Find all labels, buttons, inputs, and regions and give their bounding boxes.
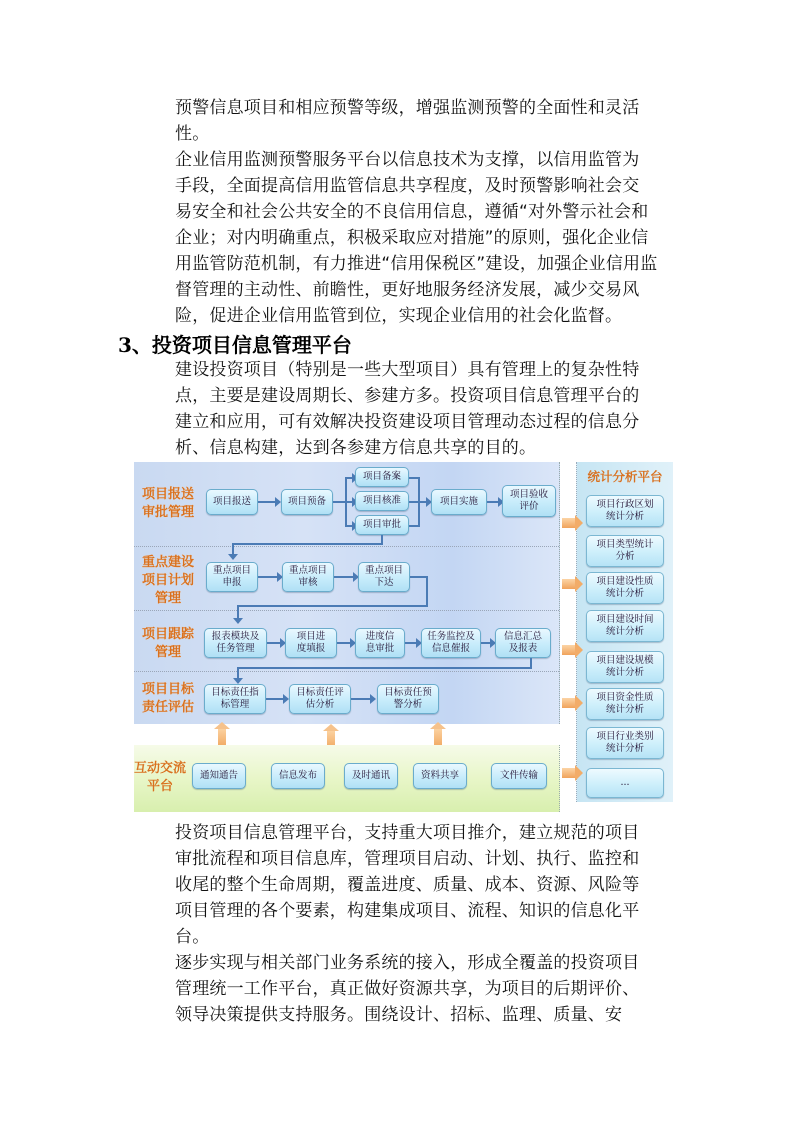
text-line: 建设投资项目（特别是一些大型项目）具有管理上的复杂性特 [175, 360, 640, 380]
text-line: 性。 [175, 124, 210, 144]
section-heading: 3、投资项目信息管理平台 [118, 333, 352, 357]
flow-arrow [345, 477, 353, 479]
flow-arrow [345, 525, 353, 527]
right-arrow-icon [562, 579, 576, 589]
flow-line [237, 667, 532, 669]
box-instant-message: 及时通讯 [344, 763, 398, 789]
text-line: 督管理的主动性、前瞻性，更好地服务经济发展，减少交易风 [175, 280, 640, 300]
paragraph-system-integration [175, 950, 675, 1028]
box-project-review: 项目审批 [355, 515, 409, 535]
platform-architecture-diagram [134, 462, 672, 812]
paragraph-section-intro [175, 357, 675, 461]
flow-arrow [481, 642, 491, 644]
stat-item-funding-nature: 项目资金性质 统计分析 [586, 688, 664, 720]
label-line: 互动交流 [134, 761, 187, 776]
lane-label-line: 项目报送 [141, 487, 194, 502]
flow-line [426, 576, 428, 606]
lane-label-line: 审批管理 [141, 505, 194, 520]
flow-arrow [266, 698, 284, 700]
lane-divider [134, 610, 559, 611]
box-progress-fill: 项目进 度填报 [285, 628, 337, 658]
flow-arrow [405, 642, 417, 644]
text-line: 用监管防范机制，有力推进“信用保税区”建设，加强企业信用监 [175, 254, 658, 274]
box-project-submit: 项目报送 [206, 489, 258, 515]
stat-item-construction-nature: 项目建设性质 统计分析 [586, 572, 664, 604]
text-line: 投资项目信息管理平台，支持重大项目推介，建立规范的项目 [175, 823, 640, 843]
box-task-monitor: 任务监控及 信息催报 [421, 628, 481, 658]
lane-label-approval [134, 486, 202, 522]
flow-arrow [267, 642, 281, 644]
text-line: 审批流程和项目信息库，管理项目启动、计划、执行、监控和 [175, 849, 640, 869]
right-arrow-icon [562, 518, 576, 528]
box-target-indicator: 目标责任指 标管理 [204, 684, 266, 714]
flow-arrow-tip [233, 618, 243, 624]
text-line: 险，促进企业信用监管到位，实现企业信用的社会化监督。 [175, 306, 623, 326]
box-key-project-apply: 重点项目 申报 [206, 562, 258, 592]
flow-arrow [351, 698, 371, 700]
flow-arrow [334, 576, 354, 578]
box-key-project-review: 重点项目 审核 [282, 562, 334, 592]
text-line: 手段，全面提高信用监管信息共享程度，及时预警影响社会交 [175, 176, 640, 196]
box-info-summary: 信息汇总 及报表 [495, 628, 551, 658]
text-line: 项目管理的各个要素，构建集成项目、流程、知识的信息化平 [175, 901, 640, 921]
box-project-filing: 项目备案 [355, 467, 409, 487]
box-file-transfer: 文件传输 [491, 763, 547, 789]
flow-arrow [337, 642, 351, 644]
lane-divider [134, 671, 559, 672]
lane-label-line: 管理 [154, 591, 181, 606]
text-line: 预警信息项目和相应预警等级，增强监测预警的全面性和灵活 [175, 98, 640, 118]
box-project-implement: 项目实施 [431, 489, 487, 515]
box-report-task-mgmt: 报表模块及 任务管理 [204, 628, 267, 658]
box-project-approval: 项目核准 [355, 491, 409, 511]
text-line: 析、信息构建，达到各参建方信息共享的目的。 [175, 438, 537, 458]
flow-arrow [487, 501, 499, 503]
flow-arrow [258, 501, 276, 503]
stat-item-industry-category: 项目行业类别 统计分析 [586, 727, 664, 759]
flow-arrow [409, 501, 427, 503]
box-project-acceptance: 项目验收 评价 [502, 485, 556, 517]
text-line: 台。 [175, 927, 210, 947]
lane-label-line: 项目跟踪 [141, 627, 194, 642]
paragraph-platform-features [175, 820, 675, 950]
flow-line [333, 501, 345, 503]
lane-label-tracking [134, 626, 202, 662]
label-line: 平台 [146, 779, 173, 794]
box-project-prepare: 项目预备 [281, 489, 333, 515]
box-info-publish: 信息发布 [271, 763, 325, 789]
text-line: 逐步实现与相关部门业务系统的接入，形成全覆盖的投资项目 [175, 953, 640, 973]
flow-line [237, 605, 239, 619]
stat-item-construction-time: 项目建设时间 统计分析 [586, 610, 664, 642]
lane-label-key-projects [134, 554, 202, 608]
stat-item-project-type: 项目类型统计 分析 [586, 535, 664, 567]
flow-line [237, 605, 428, 607]
text-line: 领导决策提供支持服务。围绕设计、招标、监理、质量、安 [175, 1005, 623, 1025]
paragraph-credit-platform [175, 147, 675, 329]
box-progress-approval: 进度信 息审批 [355, 628, 405, 658]
stat-item-admin-region: 项目行政区划 统计分析 [586, 495, 664, 527]
box-notice: 通知通告 [192, 763, 246, 789]
box-key-project-issue: 重点项目 下达 [358, 562, 410, 592]
lane-label-line: 项目计划 [141, 573, 194, 588]
text-line: 易安全和社会公共安全的不良信用信息，遵循“对外警示社会和 [175, 202, 649, 222]
lane-label-line: 重点建设 [141, 555, 194, 570]
lane-label-line: 管理 [154, 645, 181, 660]
lane-divider [134, 546, 559, 547]
box-target-warning: 目标责任预 警分析 [377, 684, 439, 714]
lane-label-target-evaluation [134, 681, 202, 717]
text-line: 建立和应用，可有效解决投资建设项目管理动态过程的信息分 [175, 412, 640, 432]
text-line: 收尾的整个生命周期，覆盖进度、质量、成本、资源、风险等 [175, 875, 640, 895]
stat-item-more: ... [586, 768, 664, 798]
statistics-title: 统计分析平台 [587, 469, 663, 484]
flow-line [232, 543, 383, 545]
interaction-platform-label [134, 760, 186, 796]
right-arrow-icon [562, 645, 576, 655]
paragraph-monitoring-continued [175, 95, 675, 147]
right-arrow-icon [562, 698, 576, 708]
box-resource-share: 资料共享 [413, 763, 467, 789]
text-line: 点，主要是建设周期长、参建方多。投资项目信息管理平台的 [175, 386, 640, 406]
lane-label-line: 项目目标 [141, 682, 194, 697]
right-arrow-icon [562, 768, 576, 778]
text-line: 企业；对内明确重点，积极采取应对措施”的原则，强化企业信 [175, 228, 649, 248]
stat-item-construction-scale: 项目建设规模 统计分析 [586, 651, 664, 683]
text-line: 管理统一工作平台，真正做好资源共享，为项目的后期评价、 [175, 979, 640, 999]
text-line: 企业信用监测预警服务平台以信息技术为支撑，以信用监管为 [175, 150, 640, 170]
flow-arrow [345, 501, 353, 503]
box-target-evaluation: 目标责任评 估分析 [289, 684, 351, 714]
flow-arrow-tip [228, 554, 238, 560]
flow-arrow [258, 576, 278, 578]
lane-label-line: 责任评估 [141, 700, 194, 715]
